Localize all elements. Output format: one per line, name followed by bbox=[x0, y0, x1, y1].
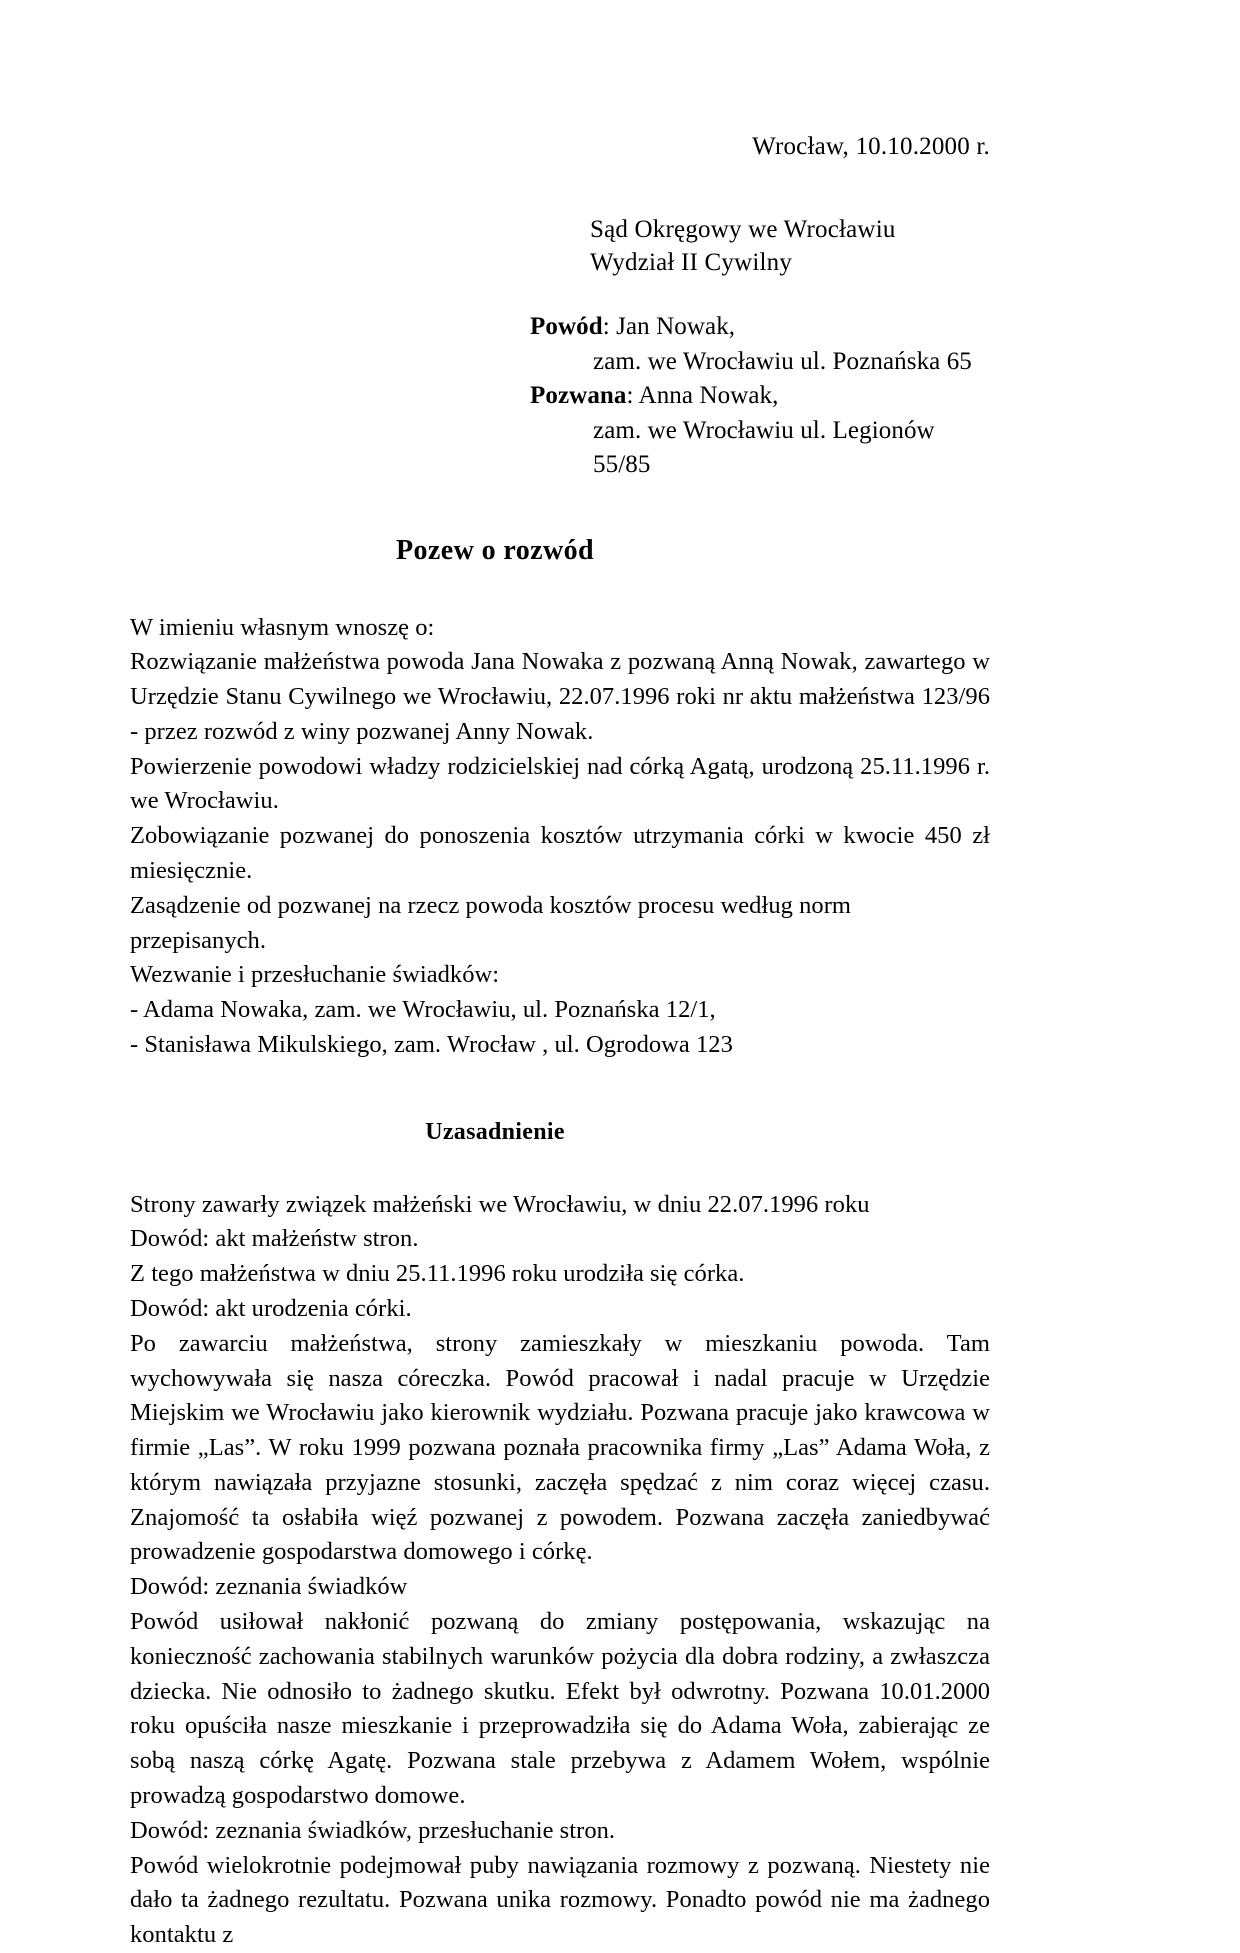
justification-paragraph-9: Powód wielokrotnie podejmował puby nawiązania rozmowy z pozwaną. Niestety nie dało ta żadnego rezultatu. Pozwana unika rozmowy. Ponadto powód nie ma żadnego kontaktu z bbox=[130, 1851, 990, 1949]
justification-paragraph-3: Z tego małżeństwa w dniu 25.11.1996 roku urodziła się córka. bbox=[130, 1260, 745, 1288]
justification-paragraph-1: Strony zawarły związek małżeński we Wrocławiu, w dniu 22.07.1996 roku bbox=[130, 1190, 870, 1218]
justification-paragraph-6: Dowód: zeznania świadków bbox=[130, 1573, 408, 1601]
justification-paragraph-2: Dowód: akt małżeństw stron. bbox=[130, 1225, 419, 1253]
claims-section bbox=[130, 611, 990, 1063]
defendant-address: zam. we Wrocławiu ul. Legionów 55/85 bbox=[593, 416, 935, 478]
witness-item-1: - Adama Nowaka, zam. we Wrocławiu, ul. Poznańska 12/1, bbox=[130, 996, 716, 1024]
defendant-name: : Anna Nowak, bbox=[626, 382, 779, 409]
document-title: Pozew o rozwód bbox=[396, 534, 594, 566]
plaintiff-line bbox=[530, 310, 990, 345]
court-division: Wydział II Cywilny bbox=[590, 249, 793, 277]
justification-paragraph-4: Dowód: akt urodzenia córki. bbox=[130, 1295, 412, 1322]
date-line: Wrocław, 10.10.2000 r. bbox=[752, 133, 990, 160]
claim-item-1: Rozwiązanie małżeństwa powoda Jana Nowaka z pozwaną Anną Nowak, zawartego w Urzędzie Stanu Cywilnego we Wrocławiu, 22.07.1996 roki nr aktu małżeństwa 123/96 - przez rozwód z winy pozwanej Anny Nowak. bbox=[130, 648, 990, 745]
witness-item-2: - Stanisława Mikulskiego, zam. Wrocław , ul. Ogrodowa 123 bbox=[130, 1030, 733, 1058]
plaintiff-label: Powód bbox=[530, 313, 603, 340]
justification-heading: Uzasadnienie bbox=[425, 1118, 565, 1145]
claim-item-2: Powierzenie powodowi władzy rodzicielskiej nad córką Agatą, urodzoną 25.11.1996 r. we Wrocławiu. bbox=[130, 752, 990, 815]
justification-paragraph-8: Dowód: zeznania świadków, przesłuchanie stron. bbox=[130, 1816, 616, 1844]
justification-section bbox=[130, 1188, 990, 1953]
court-name: Sąd Okręgowy we Wrocławiu bbox=[590, 215, 896, 243]
justification-paragraph-7: Powód usiłował nakłonić pozwaną do zmiany postępowania, wskazując na konieczność zachowania stabilnych warunków pożycia dla dobra rodziny, a zwłaszcza dziecka. Nie odnosiło to żadnego skutku. Efekt był odwrotny. Pozwana 10.01.2000 roku opuściła nasze mieszkanie i przeprowadziła się do Adama Woła, zabierając ze sobą naszą córkę Agatę. Pozwana stale przebywa z Adamem Wołem, wspólnie prowadzą gospodarstwo domowe. bbox=[130, 1608, 990, 1809]
defendant-label: Pozwana bbox=[530, 382, 627, 409]
claim-item-4: Zasądzenie od pozwanej na rzecz powoda kosztów procesu według norm przepisanych. bbox=[130, 891, 852, 954]
justification-paragraph-5: Po zawarciu małżeństwa, strony zamieszkały w mieszkaniu powoda. Tam wychowywała się nasza córeczka. Powód pracował i nadal pracuje w Urzędzie Miejskim we Wrocławiu jako kierownik wydziału. Pozwana pracuje jako krawcowa w firmie „Las”. W roku 1999 pozwana poznała pracownika firmy „Las” Adama Woła, z którym nawiązała przyjazne stosunki, zaczęła spędzać z nim coraz więcej czasu. Znajomość ta osłabiła więź pozwanej z powodem. Pozwana zaczęła zaniedbywać prowadzenie gospodarstwa domowego i córkę. bbox=[130, 1329, 990, 1566]
claim-item-3: Zobowiązanie pozwanej do ponoszenia kosztów utrzymania córki w kwocie 450 zł miesięcznie. bbox=[130, 822, 990, 884]
claims-intro: W imieniu własnym wnoszę o: bbox=[130, 613, 435, 641]
defendant-line bbox=[530, 379, 990, 414]
plaintiff-address: zam. we Wrocławiu ul. Poznańska 65 bbox=[593, 347, 972, 375]
parties-block bbox=[530, 310, 990, 483]
claim-item-5: Wezwanie i przesłuchanie świadków: bbox=[130, 961, 500, 989]
court-address-block bbox=[590, 213, 990, 281]
document-body bbox=[130, 0, 990, 1953]
plaintiff-name: : Jan Nowak, bbox=[602, 313, 736, 340]
